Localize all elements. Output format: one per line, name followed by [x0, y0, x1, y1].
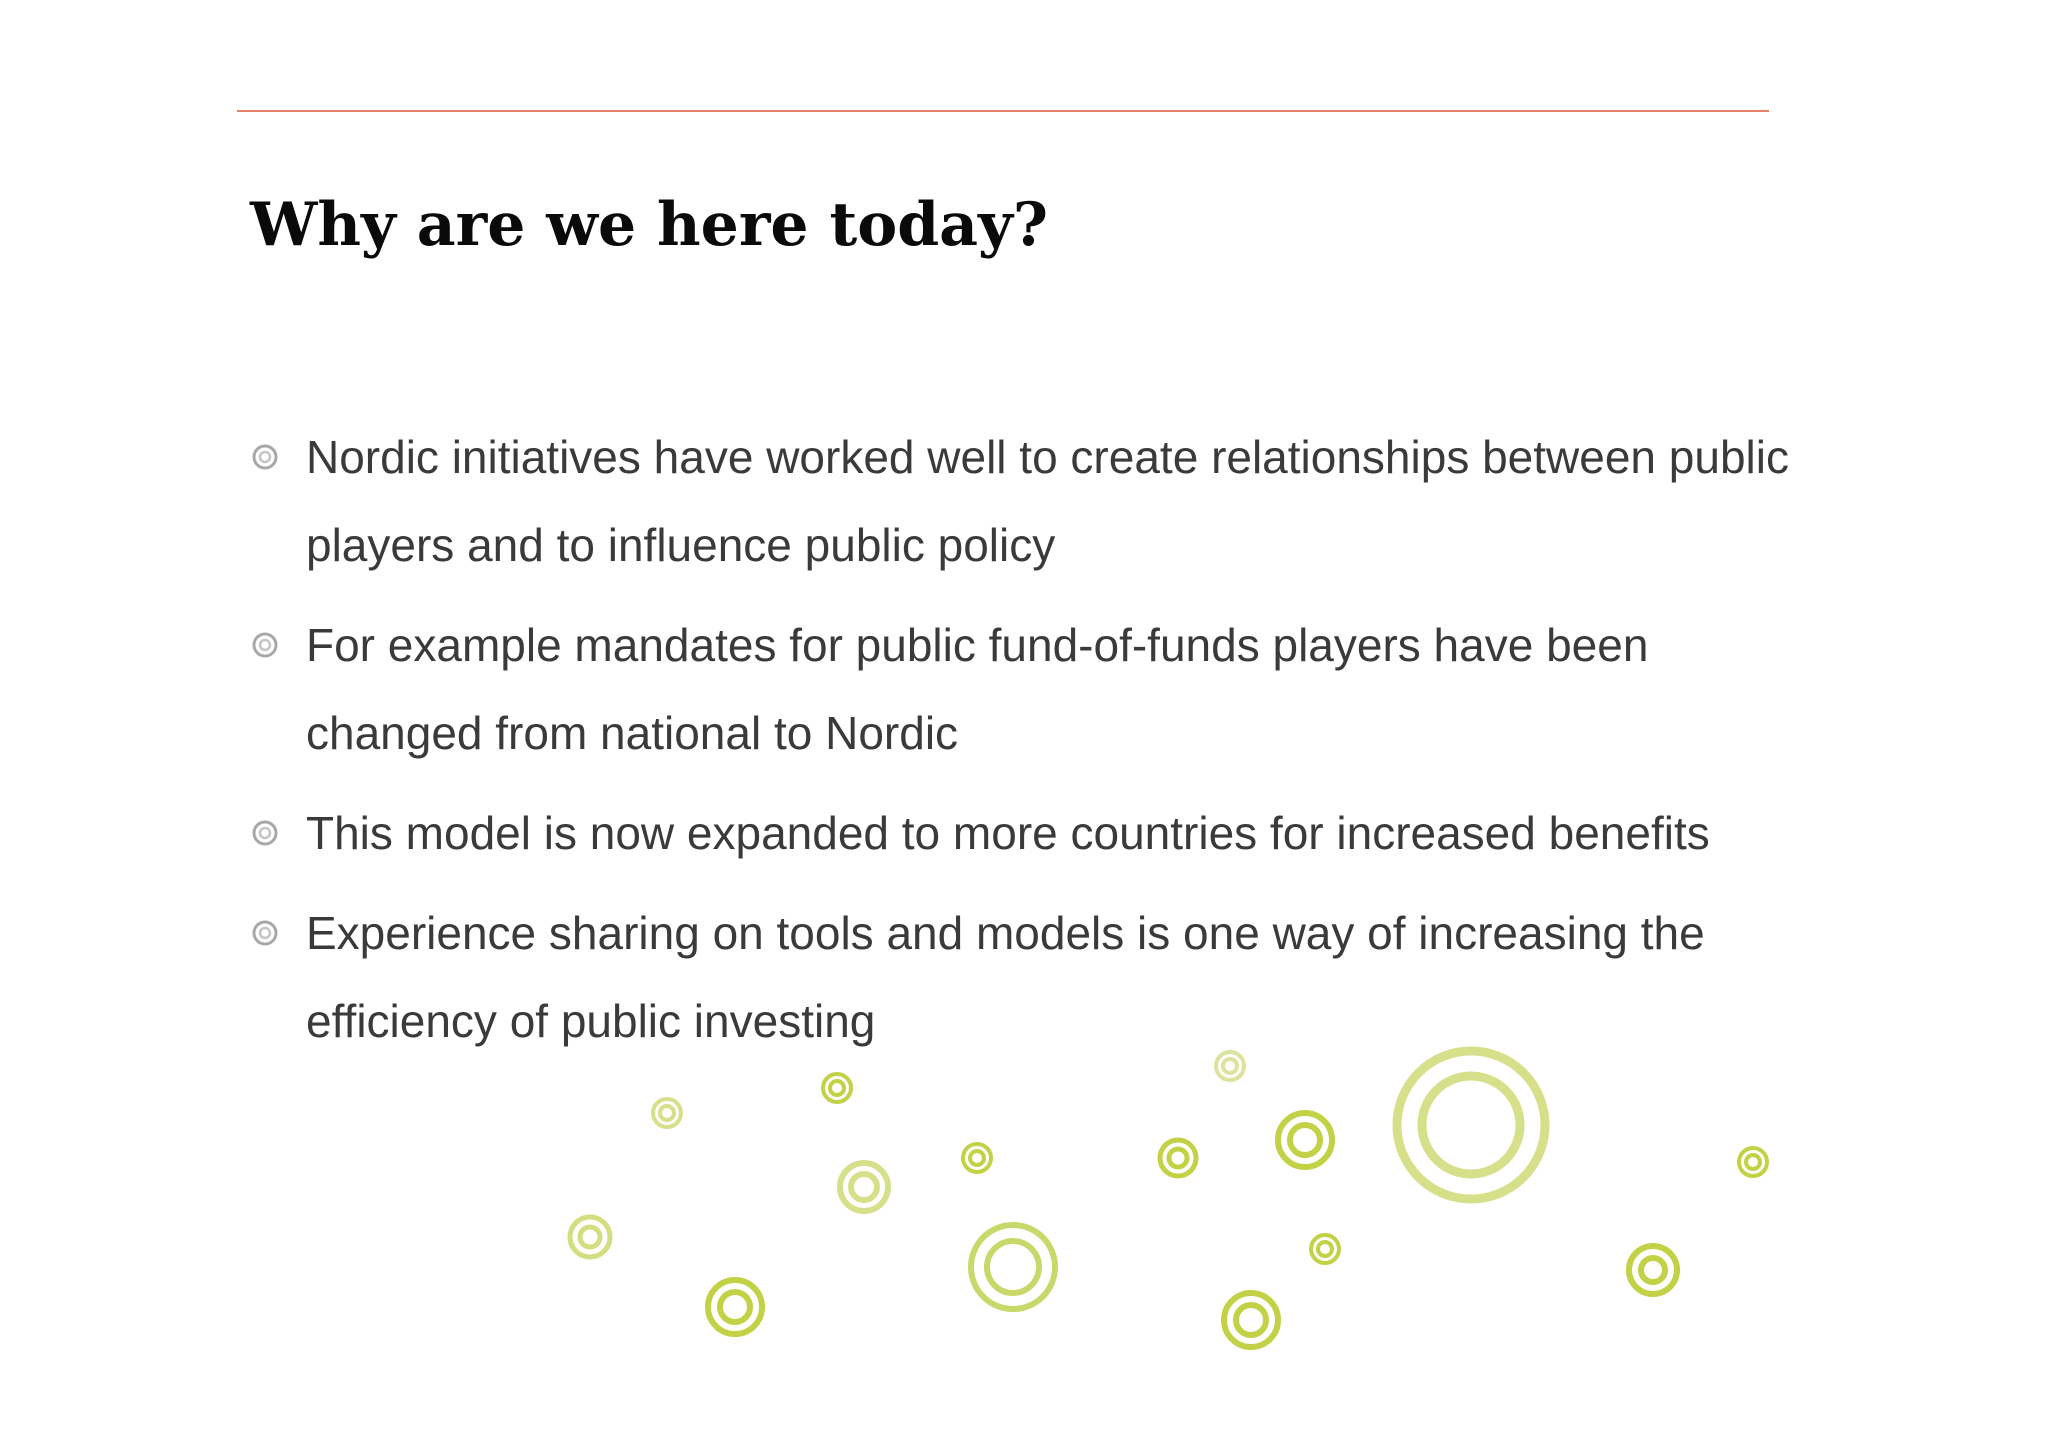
green-ring-icon [570, 1217, 610, 1257]
green-ring-icon [971, 1225, 1055, 1309]
green-ring-icon [963, 1144, 991, 1172]
slide-title: Why are we here today? [250, 190, 1049, 260]
bullet-text: For example mandates for public fund-of-funds players have been changed from national to Nordic [306, 619, 1649, 759]
green-ring-icon [708, 1280, 762, 1334]
bullet-text: This model is now expanded to more countries for increased benefits [306, 807, 1710, 859]
green-ring-icon [823, 1074, 851, 1102]
green-ring-icon [1224, 1293, 1278, 1347]
green-ring-icon [653, 1099, 681, 1127]
green-ring-icon [1311, 1235, 1339, 1263]
green-ring-icon [1739, 1148, 1767, 1176]
green-ring-icon [1216, 1052, 1244, 1080]
bullet-text: Nordic initiatives have worked well to create relationships between public players and to influence public policy [306, 431, 1789, 571]
bullet-text: Experience sharing on tools and models is one way of increasing the efficiency of public investing [306, 907, 1705, 1047]
green-ring-icon [1397, 1051, 1545, 1199]
green-ring-icon [1278, 1113, 1332, 1167]
green-ring-icon [1629, 1246, 1677, 1294]
green-ring-icon [840, 1163, 888, 1211]
green-ring-icon [1160, 1140, 1196, 1176]
